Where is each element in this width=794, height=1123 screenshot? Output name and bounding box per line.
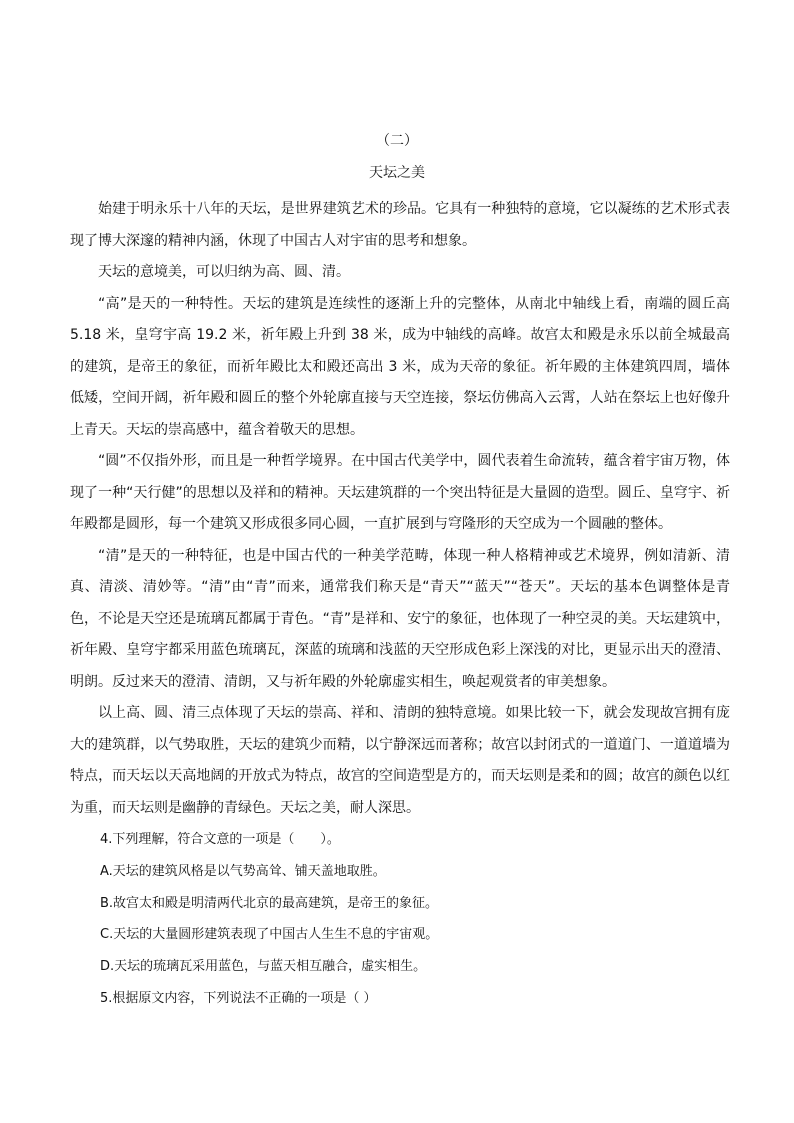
option-b: B.故宫太和殿是明清两代北京的最高建筑，是帝王的象征。 [100, 895, 439, 911]
option-a: A.天坛的建筑风格是以气势高耸、铺天盖地取胜。 [100, 863, 386, 879]
article-body [70, 194, 730, 1015]
paragraph: 天坛的意境美，可以归纳为高、圆、清。 [98, 264, 350, 280]
paragraph: “高”是天的一种特性。天坛的建筑是连续性的逐渐上升的完整体，从南北中轴线上看，南端的圆丘高 5.18 米，皇穹宇高 19.2 米，祈年殿上升到 38 米，成为中轴线的高峰。故宫太和殿是永乐以前全城最高的建筑，是帝王的象征，而祈年殿比太和殿还高出 3 米，成为天帝的象征。祈年殿的主体建筑四周，墙体低矮，空间开阔，祈年殿和圆丘的整个外轮廓直接与天空连接，祭坛仿佛高入云霄，人站在祭坛上也好像升上青天。天坛的崇高感中，蕴含着敬天的思想。 [70, 295, 730, 438]
question-stem: 5.根据原文内容，下列说法不正确的一项是（ ） [100, 990, 377, 1006]
paragraph: 始建于明永乐十八年的天坛，是世界建筑艺术的珍品。它具有一种独特的意境，它以凝练的艺术形式表现了博大深邃的精神内涵，休现了中国古人对宇宙的思考和想象。 [70, 201, 730, 249]
question-stem: 4.下列理解，符合文意的一项是（ ）。 [100, 832, 340, 847]
option-c: C.天坛的大量圆形建筑表现了中国古人生生不息的宇宙观。 [100, 927, 439, 943]
paragraph: “清”是天的一种特征，也是中国古代的一种美学范畴，体现一种人格精神或艺术境界，例如清新、清真、清淡、清妙等。“清”由“青”而来，通常我们称天是“青天”“蓝天”“苍天”。天坛的基本色调整体是青色，不论是天空还是琉璃瓦都属于青色。“青”是祥和、安宁的象征，也体现了一种空灵的美。天坛建筑中，祈年殿、皇穹宇都采用蓝色琉璃瓦，深蓝的琉璃和浅蓝的天空形成色彩上深浅的对比，更显示出天的澄清、明朗。反过来天的澄清、清朗，又与祈年殿的外轮廓虚实相生，唤起观赏者的审美想象。 [70, 547, 730, 690]
article-title: 天坛之美 [369, 165, 425, 181]
paragraph: “圆”不仅指外形，而且是一种哲学境界。在中国古代美学中，圆代表着生命流转，蕴含着宇宙万物，体现了一种“天行健”的思想以及祥和的精神。天坛建筑群的一个突出特征是大量圆的造型。圆丘、皇穹宇、祈年殿都是圆形，每一个建筑又形成很多同心圆，一直扩展到与穹隆形的天空成为一个圆融的整体。 [70, 453, 730, 532]
option-d: D.天坛的琉璃瓦采用蓝色，与蓝天相互融合，虚实相生。 [100, 959, 427, 975]
section-number: （二） [376, 133, 418, 149]
paragraph: 以上高、圆、清三点体现了天坛的崇高、祥和、清朗的独特意境。如果比较一下，就会发现故宫拥有庞大的建筑群，以气势取胜，天坛的建筑少而精，以宁静深远而著称；故宫以封闭式的一道道门、一道道墙为特点，而天坛以天高地阔的开放式为特点，故宫的空间造型是方的，而天坛则是柔和的圆；故宫的颜色以红为重，而天坛则是幽静的青绿色。天坛之美，耐人深思。 [70, 705, 730, 816]
